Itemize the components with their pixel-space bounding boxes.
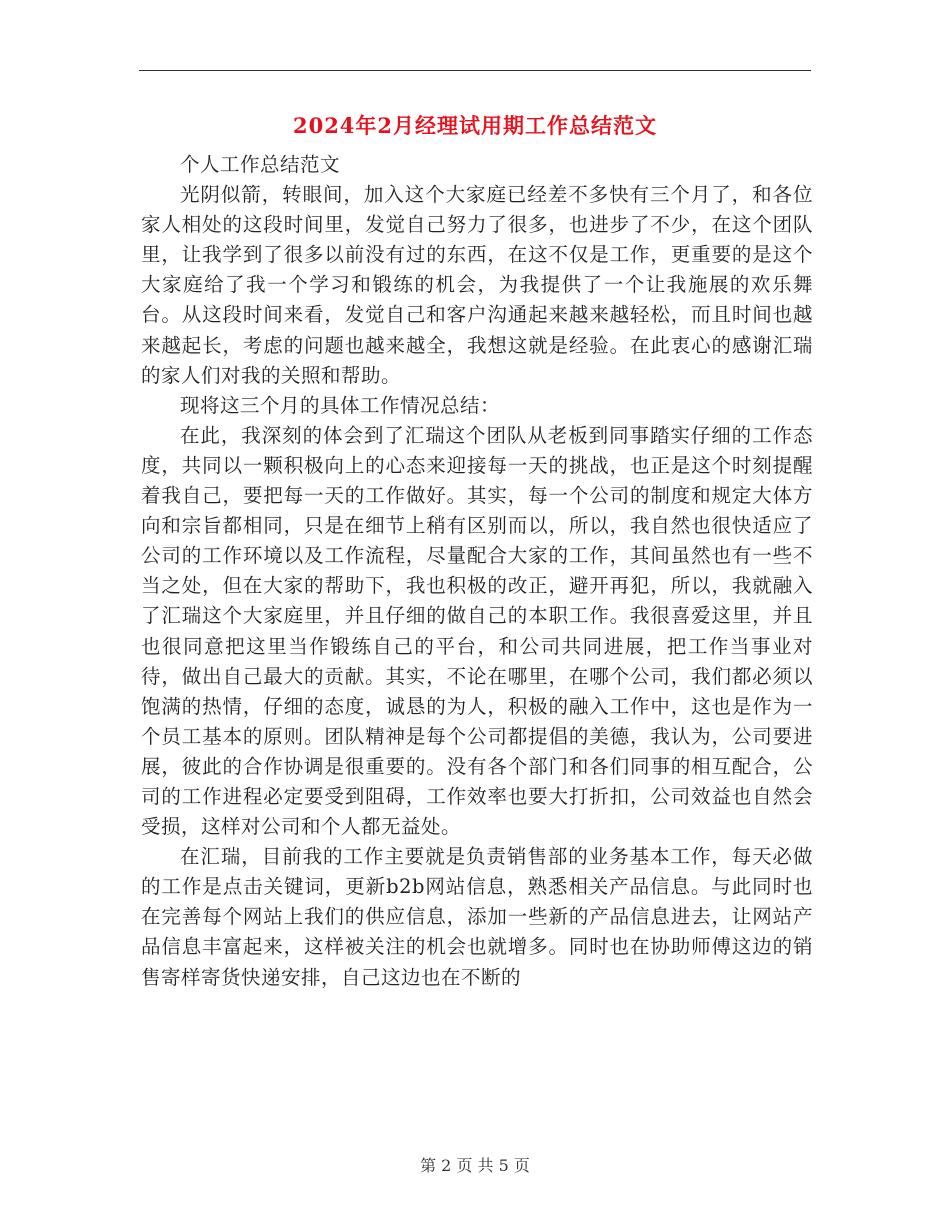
paragraph-intro: 光阴似箭，转眼间，加入这个大家庭已经差不多快有三个月了，和各位家人相处的这段时间里，发觉自己努力了很多，也进步了不少，在这个团队里，让我学到了很多以前没有过的东西，在这不仅是工作，更重要的是这个大家庭给了我一个学习和锻练的机会，为我提供了一个让我施展的欢乐舞台。从这段时间来看，发觉自己和客户沟通起来越来越轻松，而且时间也越来越起长，考虑的问题也越来越全，我想这就是经验。在此衷心的感谢汇瑞的家人们对我的关照和帮助。 <box>141 183 813 387</box>
document-body <box>141 150 813 993</box>
paragraph-summary-heading: 现将这三个月的具体工作情况总结： <box>180 393 501 417</box>
page-number-footer: 第 2 页 共 5 页 <box>420 1156 530 1175</box>
document-title: 2024年2月经理试用期工作总结范文 <box>292 113 658 138</box>
header-rule <box>139 70 811 71</box>
paragraph-teamwork: 在此，我深刻的体会到了汇瑞这个团队从老板到同事踏实仔细的工作态度，共同以一颗积极向上的心态来迎接每一天的挑战，也正是这个时刻提醒着我自己，要把每一天的工作做好。其实，每一个公司的制度和规定大体方向和宗旨都相同，只是在细节上稍有区别而以，所以，我自然也很快适应了公司的工作环境以及工作流程，尽量配合大家的工作，其间虽然也有一些不当之处，但在大家的帮助下，我也积极的改正，避开再犯，所以，我就融入了汇瑞这个大家庭里，并且仔细的做自己的本职工作。我很喜爱这里，并且也很同意把这里当作锻练自己的平台，和公司共同进展，把工作当事业对待，做出自己最大的贡献。其实，不论在哪里，在哪个公司，我们都必须以饱满的热情，仔细的态度，诚恳的为人，积极的融入工作中，这也是作为一个员工基本的原则。团队精神是每个公司都提倡的美德，我认为，公司要进展，彼此的合作协调是很重要的。没有各个部门和各们同事的相互配合，公司的工作进程必定要受到阻碍，工作效率也要大打折扣，公司效益也自然会受损，这样对公司和个人都无益处。 <box>141 423 813 839</box>
paragraph-subtitle: 个人工作总结范文 <box>180 153 341 176</box>
paragraph-duties: 在汇瑞，目前我的工作主要就是负责销售部的业务基本工作，每天必做的工作是点击关键词，更新b2b网站信息，熟悉相关产品信息。与此同时也在完善每个网站上我们的供应信息，添加一些新的产品信息进去，让网站产品信息丰富起来，这样被关注的机会也就增多。同时也在协助师傅这边的销售寄样寄货快递安排，自己这边也在不断的 <box>141 845 813 989</box>
